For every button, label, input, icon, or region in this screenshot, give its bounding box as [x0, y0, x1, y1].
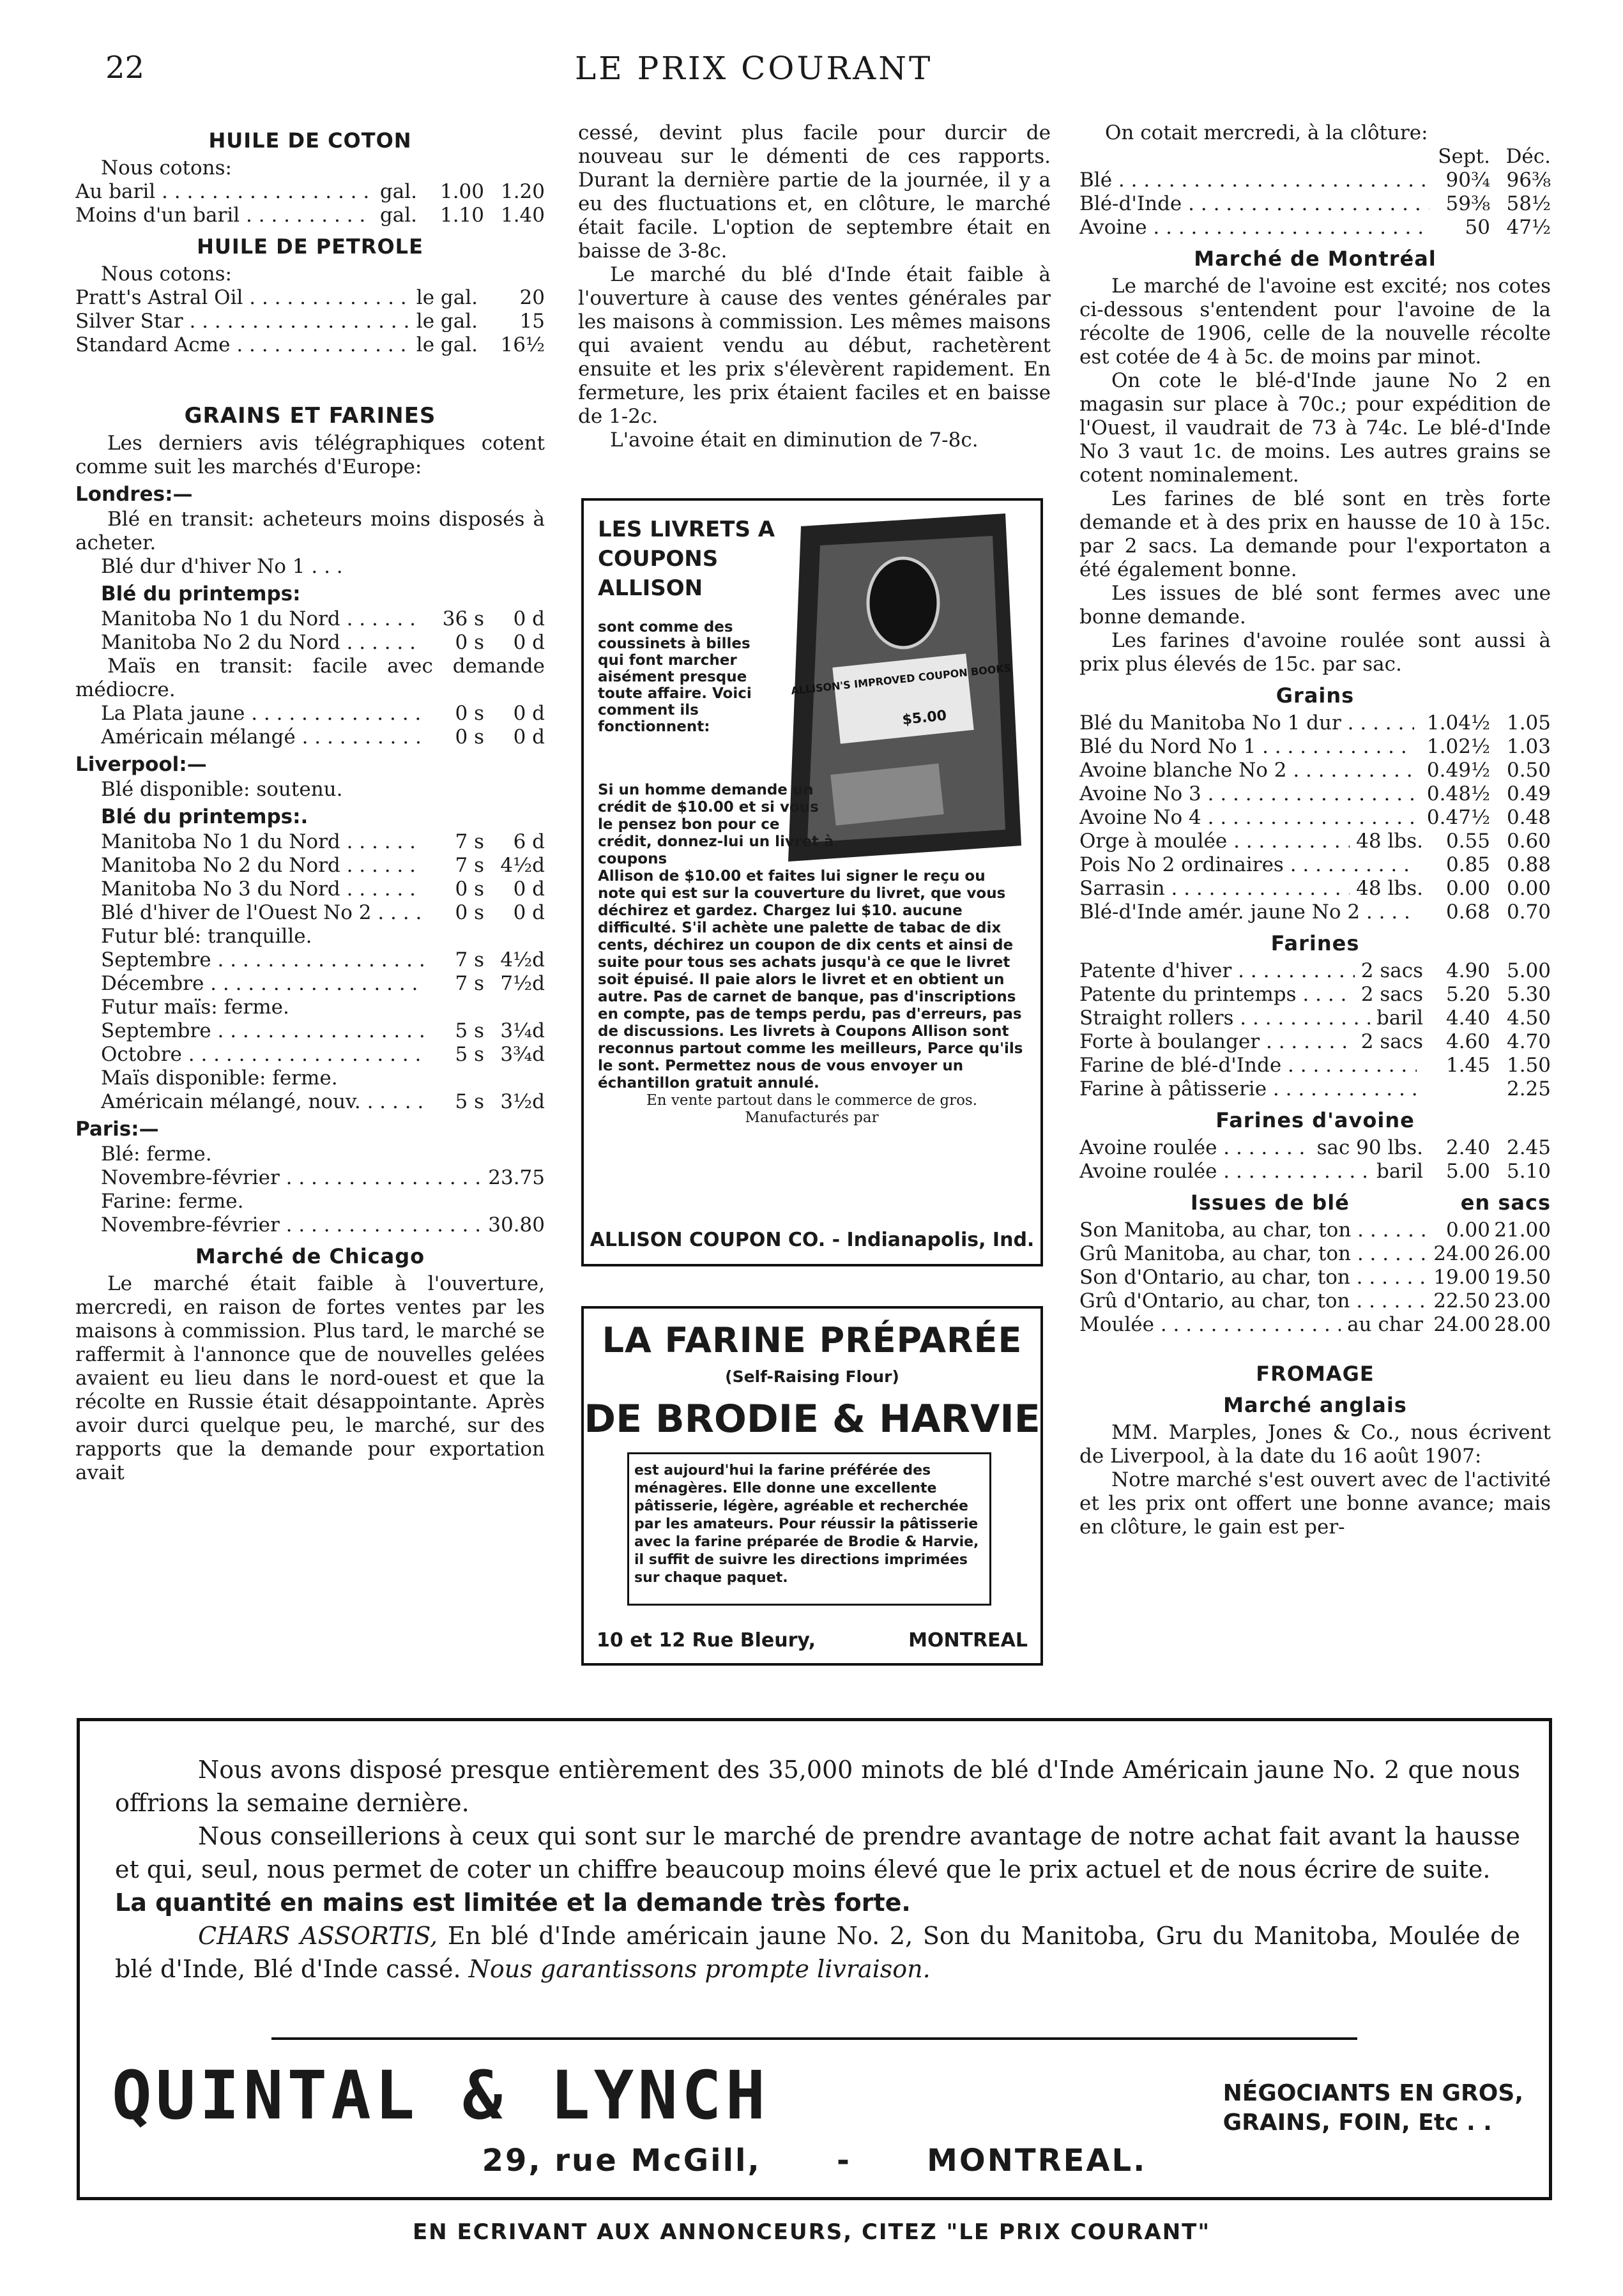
- price-row: Blé . . . 90¾ 96⅜: [1079, 169, 1551, 192]
- price-row: Pois No 2 ordinaires . . . 0.85 0.88: [1079, 853, 1551, 877]
- paragraph: Les derniers avis télégraphiques cotent comme suit les marchés d'Europe:: [75, 432, 545, 478]
- price-row: Sarrasin . . . 48 lbs. 0.00 0.00: [1079, 877, 1551, 901]
- section-title: FROMAGE: [1256, 1362, 1375, 1386]
- ad-bold-line: La quantité en mains est limitée et la demande très forte.: [115, 1889, 911, 1917]
- paragraph: Les farines de blé sont en très forte demande et à des prix en hausse de 10 à 15c. par 2 sacs. La demande pour l'exportaton a été également bonne.: [1079, 487, 1551, 581]
- ad-address: 10 et 12 Rue Bleury,: [597, 1629, 816, 1652]
- price-row: Patente du printemps . . . 2 sacs 5.20 5.30: [1079, 983, 1551, 1007]
- paragraph: Notre marché s'est ouvert avec de l'activité et les prix ont offert une bonne avance; mais en clôture, le gain est per-: [1079, 1468, 1551, 1539]
- quintal-lynch-advertisement: [77, 1718, 1552, 2200]
- price-row: Moins d'un baril . . . gal. 1.10 1.40: [75, 204, 545, 227]
- intro: Nous cotons:: [101, 262, 232, 285]
- price-row: Manitoba No 1 du Nord . . . 36 s 0 d: [75, 607, 545, 631]
- price-row: Straight rollers . . . baril 4.40 4.50: [1079, 1007, 1551, 1030]
- paragraph: cessé, devint plus facile pour durcir de nouveau sur le démenti de ces rapports. Durant la dernière partie de la journée, il y a eu des fluctuations et, en clôture, le marché était facile. L'option de septembre était en baisse de 3-8c.: [578, 121, 1051, 262]
- ad-subtitle: (Self-Raising Flour): [725, 1367, 899, 1386]
- paragraph: MM. Marples, Jones & Co., nous écrivent de Liverpool, à la date du 16 août 1907:: [1079, 1421, 1551, 1468]
- ad-city: MONTREAL: [908, 1629, 1028, 1652]
- line: Futur blé: tranquille.: [101, 925, 312, 948]
- price-row: Américain mélangé . . . 0 s 0 d: [75, 726, 545, 749]
- price-row: Forte à boulanger . . . 2 sacs 4.60 4.70: [1079, 1030, 1551, 1054]
- price-row: Blé-d'Inde . . . 59⅜ 58½: [1079, 192, 1551, 216]
- column-middle: [578, 121, 1051, 452]
- price-row: Septembre . . . 7 s 4½d: [75, 948, 545, 972]
- section-title: Grains: [1276, 683, 1355, 708]
- line: Maïs disponible: ferme.: [101, 1067, 338, 1090]
- column-left: [75, 121, 545, 1485]
- price-row: Blé d'hiver de l'Ouest No 2 . . . 0 s 0 d: [75, 901, 545, 925]
- line: Farine: ferme.: [101, 1190, 244, 1213]
- column-headers: Sept. Déc.: [1438, 145, 1551, 168]
- line: Futur maïs: ferme.: [101, 996, 289, 1019]
- price-row: Orge à moulée . . . 48 lbs. 0.55 0.60: [1079, 830, 1551, 853]
- line: Blé disponible: soutenu.: [101, 778, 343, 801]
- paragraph: Le marché était faible à l'ouverture, mercredi, en raison de fortes ventes par les maisons à commission. Plus tard, le marché se raffermit à l'annonce que de nouvelles gelées avaient eu lieu dans le nord-ouest et que la récolte en Russie était désappointante. Après avoir durci quelque peu, le marché, sur des rapports que la demande pour exportation avait: [75, 1272, 545, 1484]
- price-row: Avoine . . . 50 47½: [1079, 216, 1551, 239]
- price-row: Patente d'hiver . . . 2 sacs 4.90 5.00: [1079, 959, 1551, 983]
- section-title: HUILE DE PETROLE: [197, 234, 423, 259]
- price-row: Au baril . . . gal. 1.00 1.20: [75, 180, 545, 204]
- price-row: Blé-d'Inde amér. jaune No 2 . . . 0.68 0.70: [1079, 901, 1551, 924]
- price-row: Standard Acme . . . le gal. 16½: [75, 333, 545, 357]
- section-title: Farines d'avoine: [1215, 1108, 1415, 1132]
- section-title: Issues de blé en sacs: [1190, 1190, 1551, 1215]
- made-line: Manufacturés par: [745, 1109, 879, 1126]
- price-row: Moulée . . . au char 24.00 28.00: [1079, 1313, 1551, 1337]
- price-row: Avoine roulée . . . sac 90 lbs. 2.40 2.45: [1079, 1136, 1551, 1160]
- price-row: Manitoba No 3 du Nord . . . 0 s 0 d: [75, 878, 545, 901]
- section-title: Marché de Chicago: [195, 1244, 425, 1268]
- column-right: [1079, 121, 1551, 1539]
- price-row: Farine à pâtisserie . . . 2.25: [1079, 1077, 1551, 1101]
- price-row: Grû Manitoba, au char, ton . . . 24.00 26.00: [1079, 1242, 1551, 1266]
- svg-text:$5.00: $5.00: [901, 708, 948, 729]
- price-row: Farine de blé-d'Inde . . . 1.45 1.50: [1079, 1054, 1551, 1077]
- sub-label: Blé du printemps:.: [101, 805, 309, 828]
- price-row: Manitoba No 1 du Nord . . . 7 s 6 d: [75, 830, 545, 854]
- market-label: Londres:—: [75, 483, 193, 506]
- company-trade: NÉGOCIANTS EN GROS, GRAINS, FOIN, Etc . .: [1223, 2080, 1523, 2136]
- price-row: Son d'Ontario, au char, ton . . . 19.00 19.50: [1079, 1266, 1551, 1289]
- ad-intro: sont comme des coussinets à billes qui font marcher aisément presque toute affaire. Voici comment ils fonctionnent:: [598, 619, 752, 735]
- market-label: Paris:—: [75, 1118, 159, 1141]
- price-row: Son Manitoba, au char, ton . . . 0.00 21.00: [1079, 1219, 1551, 1242]
- brodie-advertisement: [581, 1306, 1043, 1666]
- section-title: Farines: [1270, 931, 1360, 955]
- price-row: Avoine roulée . . . baril 5.00 5.10: [1079, 1160, 1551, 1183]
- svg-text:ALLISON'S IMPROVED COUPON BOOK: ALLISON'S IMPROVED COUPON BOOKS: [790, 662, 1012, 697]
- paragraph: On cote le blé-d'Inde jaune No 2 en magasin sur place à 70c.; pour expédition de l'Ouest, il vaudrait de 73 à 74c. Le blé-d'Inde No 3 vaut 1c. de moins. Les autres grains se cotent nominalement.: [1079, 369, 1551, 487]
- line: Blé: ferme.: [101, 1143, 212, 1166]
- price-row: Manitoba No 2 du Nord . . . 0 s 0 d: [75, 631, 545, 655]
- price-row: Silver Star . . . le gal. 15: [75, 310, 545, 333]
- price-row: Septembre . . . 5 s 3¼d: [75, 1019, 545, 1043]
- ad-body: est aujourd'hui la farine préférée des ménagères. Elle donne une excellente pâtisserie, légère, agréable et recherchée par les amateurs. Pour réussir la pâtisserie avec la farine préparée de Brodie & Harvie, il suffit de suivre les directions imprimées sur chaque paquet.: [627, 1452, 991, 1606]
- paragraph: Maïs en transit: facile avec demande médiocre.: [75, 655, 545, 701]
- price-row: Pratt's Astral Oil . . . le gal. 20: [75, 286, 545, 310]
- sub-title: Marché anglais: [1223, 1393, 1407, 1417]
- paragraph: Les farines d'avoine roulée sont aussi à prix plus élevés de 15c. par sac.: [1079, 629, 1551, 676]
- price-row: Novembre-février . . . 30.80: [75, 1213, 545, 1237]
- divider: [271, 2037, 1357, 2040]
- paragraph: Blé en transit: acheteurs moins disposés à acheter.: [75, 508, 545, 554]
- ad-body: Si un homme demande un crédit de $10.00 et si vous le pensez bon pour ce crédit, donnez-lui un livret à coupons Allison de $10.00 et faites lui signer le reçu ou note qui est sur la couverture du livret, que vous déchirez et gardez. Chargez lui $10. aucune difficulté. S'il achète une palette de tabac de dix cents, déchirez un coupon de dix cents et ainsi de suite pour tous ses achats jusqu'à ce que le livret soit épuisé. Il paie alors le livret et en obtient un autre. Pas de carnet de banque, pas d'inscriptions en compte, pas de temps perdu, pas d'erreurs, pas de discussions. Les livrets à Coupons Allison sont reconnus partout comme les meilleurs, Parce qu'ils le sont. Permettez nous de vous envoyer un échantillon gratuit annulé. En vente partout dans le commerce de gros. Manufacturés par: [598, 782, 1026, 1127]
- paragraph: Le marché de l'avoine est excité; nos cotes ci-dessous s'entendent pour l'avoine de la récolte de 1906, celle de la nouvelle récolte est cotée de 4 à 5c. de moins par minot.: [1079, 275, 1551, 369]
- price-row: Novembre-février . . . 23.75: [75, 1166, 545, 1190]
- sub-label: Blé du printemps:: [101, 582, 301, 605]
- paragraph: L'avoine était en diminution de 7-8c.: [610, 429, 979, 452]
- market-label: Liverpool:—: [75, 753, 207, 776]
- company-name: QUINTAL & LYNCH: [112, 2057, 770, 2134]
- running-title: LE PRIX COURANT: [575, 50, 933, 87]
- allison-advertisement: [581, 498, 1043, 1266]
- ad-footer: [597, 1629, 1028, 1652]
- ad-body: Nous avons disposé presque entièrement des 35,000 minots de blé d'Inde Américain jaune No. 2 que nous offrions la semaine dernière. Nous conseillerions à ceux qui sont sur le marché de prendre avantage de notre achat fait avant la hausse et qui, seul, nous permet de coter un chiffre beaucoup moins élevé que le prix actuel et de nous écrire de suite. La quantité en mains est limitée et la demande très forte. CHARS ASSORTIS, En blé d'Inde américain jaune No. 2, Son du Manitoba, Gru du Manitoba, Moulée de blé d'Inde, Blé d'Inde cassé. Nous garantissons prompte livraison.: [115, 1756, 1520, 1983]
- maker-name: ALLISON COUPON CO. - Indianapolis, Ind.: [590, 1229, 1035, 1251]
- price-row: Blé du Nord No 1 . . . 1.02½ 1.03: [1079, 735, 1551, 759]
- section-title: Marché de Montréal: [1194, 247, 1436, 271]
- line: Blé dur d'hiver No 1 . . .: [101, 555, 343, 578]
- price-row: Blé du Manitoba No 1 dur . . . 1.04½ 1.05: [1079, 711, 1551, 735]
- ad-title: LA FARINE PRÉPARÉE: [602, 1320, 1023, 1360]
- price-row: Avoine blanche No 2 . . . 0.49½ 0.50: [1079, 759, 1551, 782]
- price-row: Manitoba No 2 du Nord . . . 7 s 4½d: [75, 854, 545, 878]
- paragraph: Les issues de blé sont fermes avec une bonne demande.: [1079, 582, 1551, 628]
- paragraph: Le marché du blé d'Inde était faible à l'ouverture à cause des ventes générales par les maisons à commission. Les mêmes maisons qui avaient vendu au début, rachetèrent ensuite et les prix s'élevèrent rapidement. En fermeture, les prix étaient faciles et en baisse de 1-2c.: [578, 263, 1051, 428]
- price-row: Décembre . . . 7 s 7½d: [75, 972, 545, 996]
- ad-brand: DE BRODIE & HARVIE: [584, 1397, 1040, 1441]
- page-footer: EN ECRIVANT AUX ANNONCEURS, CITEZ "LE PRIX COURANT": [412, 2219, 1211, 2245]
- section-title: GRAINS ET FARINES: [184, 403, 436, 429]
- ad-title: LES LIVRETS A COUPONS ALLISON: [598, 517, 775, 601]
- price-row: Avoine No 3 . . . 0.48½ 0.49: [1079, 782, 1551, 806]
- price-row: La Plata jaune . . . 0 s 0 d: [75, 702, 545, 726]
- sold-line: En vente partout dans le commerce de gros.: [646, 1092, 978, 1109]
- price-row: Avoine No 4 . . . 0.47½ 0.48: [1079, 806, 1551, 830]
- intro: On cotait mercredi, à la clôture:: [1105, 121, 1428, 144]
- page-number: 22: [105, 50, 145, 86]
- price-row: Grû d'Ontario, au char, ton . . . 22.50 23.00: [1079, 1289, 1551, 1313]
- price-row: Américain mélangé, nouv. . . . 5 s 3½d: [75, 1090, 545, 1114]
- company-address: 29, rue McGill, - MONTREAL.: [482, 2143, 1147, 2178]
- section-title: HUILE DE COTON: [208, 128, 412, 153]
- intro: Nous cotons:: [101, 156, 232, 179]
- price-row: Octobre . . . 5 s 3¾d: [75, 1043, 545, 1067]
